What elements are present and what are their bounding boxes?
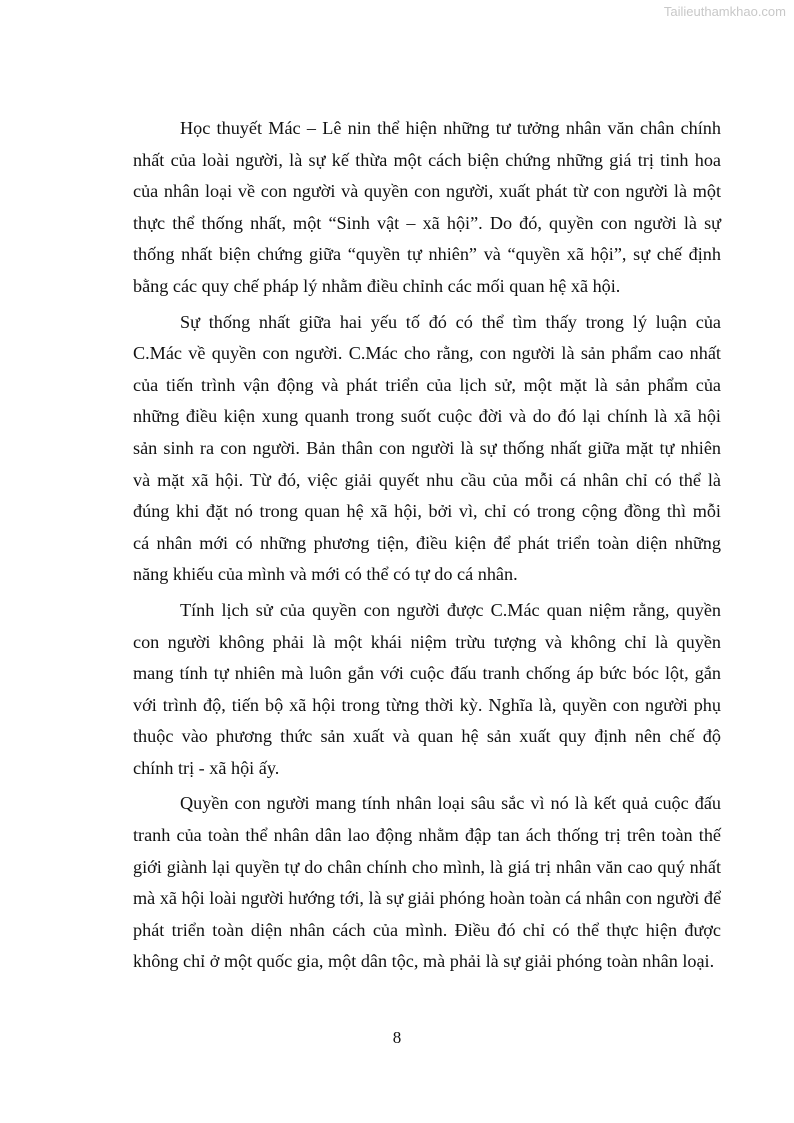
text-line: của nhân loại về con người và quyền con người, xuất phát từ con người là một [133, 181, 721, 202]
text-line: bằng các quy chế pháp lý nhằm điều chỉnh các mối quan hệ xã hội. [133, 275, 621, 296]
text-line: mà xã hội loài người hướng tới, là sự giải phóng hoàn toàn cá nhân con người để [133, 888, 722, 909]
text-line: thống nhất biện chứng giữa “quyền tự nhiên” và “quyền xã hội”, sự chế định [133, 244, 721, 265]
text-line: giới giành lại quyền tự do chân chính cho mình, là giá trị nhân văn cao quý nhất [133, 856, 721, 877]
text-line: đúng khi đặt nó trong quan hệ xã hội, bởi vì, chỉ có trong cộng đồng thì mỗi [133, 501, 721, 522]
text-line: C.Mác về quyền con người. C.Mác cho rằng, con người là sản phẩm cao nhất [133, 343, 721, 364]
text-line: sản sinh ra con người. Bản thân con người là sự thống nhất giữa mặt tự nhiên [133, 437, 721, 458]
text-line: Quyền con người mang tính nhân loại sâu sắc vì nó là kết quả cuộc đấu [180, 793, 721, 814]
text-line: của tiến trình vận động và phát triển của lịch sử, một mặt là sản phẩm của [133, 374, 721, 395]
paragraph [133, 788, 721, 978]
text-line: tranh của toàn thể nhân dân lao động nhằm đập tan ách thống trị trên toàn thế [133, 825, 721, 846]
text-line: Tính lịch sử của quyền con người được C.Mác quan niệm rằng, quyền [180, 599, 721, 620]
paragraph [133, 595, 721, 785]
text-line: nhất của loài người, là sự kế thừa một cách biện chứng những giá trị tinh hoa [133, 149, 721, 170]
text-line: cá nhân mới có những phương tiện, điều kiện để phát triển toàn diện những [133, 532, 721, 553]
text-line: thực thể thống nhất, một “Sinh vật – xã hội”. Do đó, quyền con người là sự [133, 212, 721, 233]
text-line: với trình độ, tiến bộ xã hội trong từng thời kỳ. Nghĩa là, quyền con người phụ [133, 694, 721, 715]
text-line: Học thuyết Mác – Lê nin thể hiện những tư tưởng nhân văn chân chính [180, 118, 721, 138]
paragraph [133, 307, 721, 591]
text-line: không chỉ ở một quốc gia, một dân tộc, mà phải là sự giải phóng toàn nhân loại. [133, 951, 715, 972]
paragraph [133, 113, 721, 303]
page-number: 8 [392, 1028, 402, 1047]
text-line: phát triển toàn diện nhân cách của mình. Điều đó chỉ có thể thực hiện được [133, 919, 721, 940]
text-line: con người không phải là một khái niệm trừu tượng và không chỉ là quyền [133, 631, 721, 652]
text-line: chính trị - xã hội ấy. [133, 757, 280, 778]
watermark: Tailieuthamkhao.com [663, 4, 786, 19]
text-line: Sự thống nhất giữa hai yếu tố đó có thể tìm thấy trong lý luận của [180, 311, 721, 332]
text-line: mang tính tự nhiên mà luôn gắn với cuộc đấu tranh chống áp bức bóc lột, gắn [133, 663, 721, 684]
text-line: và mặt xã hội. Từ đó, việc giải quyết nhu cầu của mỗi cá nhân chỉ có thể là [133, 469, 721, 490]
text-line: những điều kiện xung quanh trong suốt cuộc đời và do đó lại chính là xã hội [133, 406, 721, 427]
text-line: năng khiếu của mình và mới có thể có tự do cá nhân. [133, 564, 518, 585]
text-line: thuộc vào phương thức sản xuất và quan hệ sản xuất quy định nên chế độ [133, 726, 721, 747]
document-body [133, 113, 721, 982]
